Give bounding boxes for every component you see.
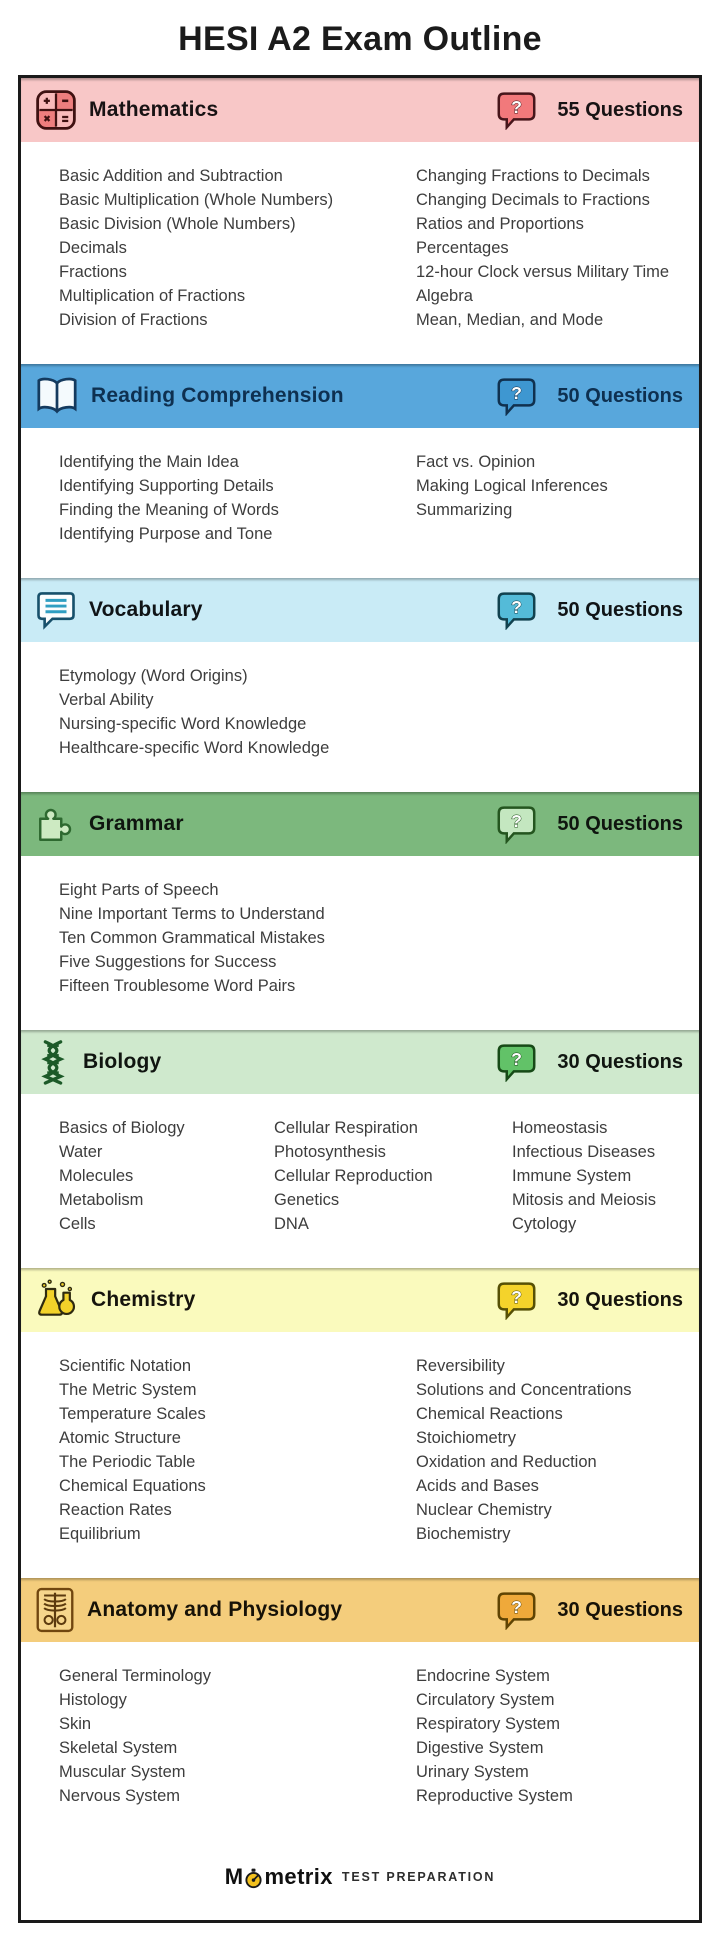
topic-item: Nervous System (59, 1787, 181, 1805)
topic-list (21, 1332, 699, 1578)
topic-item: Percentages (416, 239, 509, 257)
speech-bubble-lines-icon (35, 589, 77, 631)
open-book-icon (35, 376, 79, 416)
topic-item: Cellular Reproduction (274, 1167, 433, 1185)
topic-item: Chemical Reactions (416, 1405, 563, 1423)
topic-list (21, 1642, 699, 1840)
topic-item: Fifteen Troublesome Word Pairs (59, 977, 296, 995)
topic-item: Muscular System (59, 1763, 186, 1781)
topic-item: Cytology (512, 1215, 577, 1233)
topic-item: Nine Important Terms to Understand (59, 905, 325, 923)
topic-item: Ratios and Proportions (416, 215, 584, 233)
topic-item: DNA (274, 1215, 309, 1233)
brand-suffix: metrix (264, 1864, 333, 1889)
topic-item: Molecules (59, 1167, 134, 1185)
section-title: Reading Comprehension (91, 384, 344, 407)
topic-item: Basic Division (Whole Numbers) (59, 215, 296, 233)
topic-item: 12-hour Clock versus Military Time (416, 263, 670, 281)
question-count: 30 Questions (557, 1288, 683, 1311)
topic-item: General Terminology (59, 1667, 211, 1685)
topic-column (416, 1664, 681, 1808)
topic-item: Equilibrium (59, 1525, 141, 1543)
topic-item: Cellular Respiration (274, 1119, 418, 1137)
question-bubble-icon (496, 1591, 545, 1630)
flasks-icon (35, 1278, 79, 1322)
question-bubble-icon (496, 377, 545, 416)
topic-column (59, 878, 681, 998)
question-count: 55 Questions (557, 98, 683, 121)
topic-column (416, 450, 681, 546)
topic-item: Making Logical Inferences (416, 477, 608, 495)
question-bubble-icon (496, 91, 545, 130)
topic-item: Cells (59, 1215, 96, 1233)
question-bubble-icon (496, 591, 545, 630)
topic-item: Solutions and Concentrations (416, 1381, 632, 1399)
topic-item: Immune System (512, 1167, 632, 1185)
topic-item: Atomic Structure (59, 1429, 181, 1447)
topic-item: Nursing-specific Word Knowledge (59, 715, 307, 733)
section-header (21, 78, 699, 142)
topic-item: Verbal Ability (59, 691, 154, 709)
topic-item: Fractions (59, 263, 127, 281)
section-header (21, 1268, 699, 1332)
topic-item: Reaction Rates (59, 1501, 172, 1519)
svg-text:?: ? (511, 382, 523, 403)
topic-list (21, 142, 699, 364)
section-header (21, 1578, 699, 1642)
question-count: 50 Questions (557, 598, 683, 621)
topic-list (21, 428, 699, 578)
section-title: Chemistry (91, 1288, 196, 1311)
section-header (21, 792, 699, 856)
calculator-icon (35, 89, 77, 131)
topic-item: Metabolism (59, 1191, 144, 1209)
topic-item: The Metric System (59, 1381, 197, 1399)
question-bubble-icon (496, 1043, 545, 1082)
section-mathematics (21, 78, 699, 364)
mometrix-logo (225, 1864, 333, 1890)
topic-item: Healthcare-specific Word Knowledge (59, 739, 330, 757)
topic-column (416, 1354, 681, 1546)
puzzle-piece-icon (35, 803, 77, 845)
section-grammar (21, 792, 699, 1030)
topic-item: Mean, Median, and Mode (416, 311, 604, 329)
topic-item: Genetics (274, 1191, 340, 1209)
topic-item: Histology (59, 1691, 127, 1709)
topic-item: Decimals (59, 239, 127, 257)
section-header (21, 364, 699, 428)
section-header (21, 578, 699, 642)
topic-item: Nuclear Chemistry (416, 1501, 552, 1519)
topic-item: Temperature Scales (59, 1405, 206, 1423)
topic-item: Multiplication of Fractions (59, 287, 246, 305)
topic-item: Homeostasis (512, 1119, 608, 1137)
svg-text:?: ? (511, 596, 523, 617)
topic-column (512, 1116, 681, 1236)
topic-item: Mitosis and Meiosis (512, 1191, 656, 1209)
section-title: Biology (83, 1050, 162, 1073)
question-count: 30 Questions (557, 1050, 683, 1073)
topic-list (21, 856, 699, 1030)
section-title: Grammar (89, 812, 184, 835)
section-vocabulary (21, 578, 699, 792)
svg-text:?: ? (511, 96, 523, 117)
dna-icon (35, 1039, 71, 1085)
topic-item: Biochemistry (416, 1525, 511, 1543)
topic-column (59, 1116, 274, 1236)
topic-item: Changing Fractions to Decimals (416, 167, 650, 185)
topic-item: Fact vs. Opinion (416, 453, 536, 471)
topic-item: Chemical Equations (59, 1477, 206, 1495)
topic-item: Basics of Biology (59, 1119, 185, 1137)
question-count: 30 Questions (557, 1598, 683, 1621)
topic-item: Oxidation and Reduction (416, 1453, 597, 1471)
topic-item: Acids and Bases (416, 1477, 539, 1495)
section-title: Anatomy and Physiology (87, 1598, 343, 1621)
topic-column (274, 1116, 512, 1236)
topic-item: Infectious Diseases (512, 1143, 656, 1161)
section-anatomy-and-physiology (21, 1578, 699, 1840)
svg-text:?: ? (511, 1596, 523, 1617)
topic-column (59, 450, 416, 546)
brand-tagline: TEST PREPARATION (341, 1870, 496, 1884)
topic-column (59, 164, 416, 332)
topic-item: Stoichiometry (416, 1429, 516, 1447)
topic-item: Basic Addition and Subtraction (59, 167, 283, 185)
topic-item: Reversibility (416, 1357, 505, 1375)
topic-item: Reproductive System (416, 1787, 573, 1805)
topic-item: Skeletal System (59, 1739, 178, 1757)
topic-column (59, 664, 681, 760)
section-title: Vocabulary (89, 598, 203, 621)
section-biology (21, 1030, 699, 1268)
topic-column (59, 1664, 416, 1808)
topic-item: Summarizing (416, 501, 513, 519)
stopwatch-icon (244, 1868, 263, 1889)
topic-item: Identifying Purpose and Tone (59, 525, 273, 543)
topic-item: Algebra (416, 287, 473, 305)
question-count: 50 Questions (557, 384, 683, 407)
question-bubble-icon (496, 1281, 545, 1320)
section-title: Mathematics (89, 98, 219, 121)
brand-prefix: M (224, 1864, 244, 1889)
topic-item: Endocrine System (416, 1667, 550, 1685)
topic-item: Identifying the Main Idea (59, 453, 239, 471)
topic-item: Division of Fractions (59, 311, 208, 329)
topic-item: Scientific Notation (59, 1357, 192, 1375)
topic-item: The Periodic Table (59, 1453, 196, 1471)
topic-item: Identifying Supporting Details (59, 477, 274, 495)
topic-item: Digestive System (416, 1739, 544, 1757)
topic-item: Finding the Meaning of Words (59, 501, 279, 519)
topic-item: Ten Common Grammatical Mistakes (59, 929, 325, 947)
footer (21, 1840, 699, 1920)
question-count: 50 Questions (557, 812, 683, 835)
section-chemistry (21, 1268, 699, 1578)
topic-item: Five Suggestions for Success (59, 953, 277, 971)
topic-item: Water (59, 1143, 103, 1161)
page-title: HESI A2 Exam Outline (178, 20, 542, 58)
svg-text:?: ? (511, 1286, 523, 1307)
topic-column (59, 1354, 416, 1546)
topic-item: Skin (59, 1715, 92, 1733)
svg-text:?: ? (511, 810, 523, 831)
topic-column (416, 164, 681, 332)
topic-list (21, 1094, 699, 1268)
section-reading-comprehension (21, 364, 699, 578)
topic-item: Changing Decimals to Fractions (416, 191, 650, 209)
topic-item: Etymology (Word Origins) (59, 667, 248, 685)
outline-frame (18, 75, 702, 1923)
topic-list (21, 642, 699, 792)
topic-item: Urinary System (416, 1763, 529, 1781)
topic-item: Photosynthesis (274, 1143, 386, 1161)
question-bubble-icon (496, 805, 545, 844)
topic-item: Eight Parts of Speech (59, 881, 219, 899)
topic-item: Respiratory System (416, 1715, 560, 1733)
skeleton-icon (35, 1587, 75, 1633)
topic-item: Basic Multiplication (Whole Numbers) (59, 191, 334, 209)
svg-text:?: ? (511, 1048, 523, 1069)
topic-item: Circulatory System (416, 1691, 555, 1709)
section-header (21, 1030, 699, 1094)
